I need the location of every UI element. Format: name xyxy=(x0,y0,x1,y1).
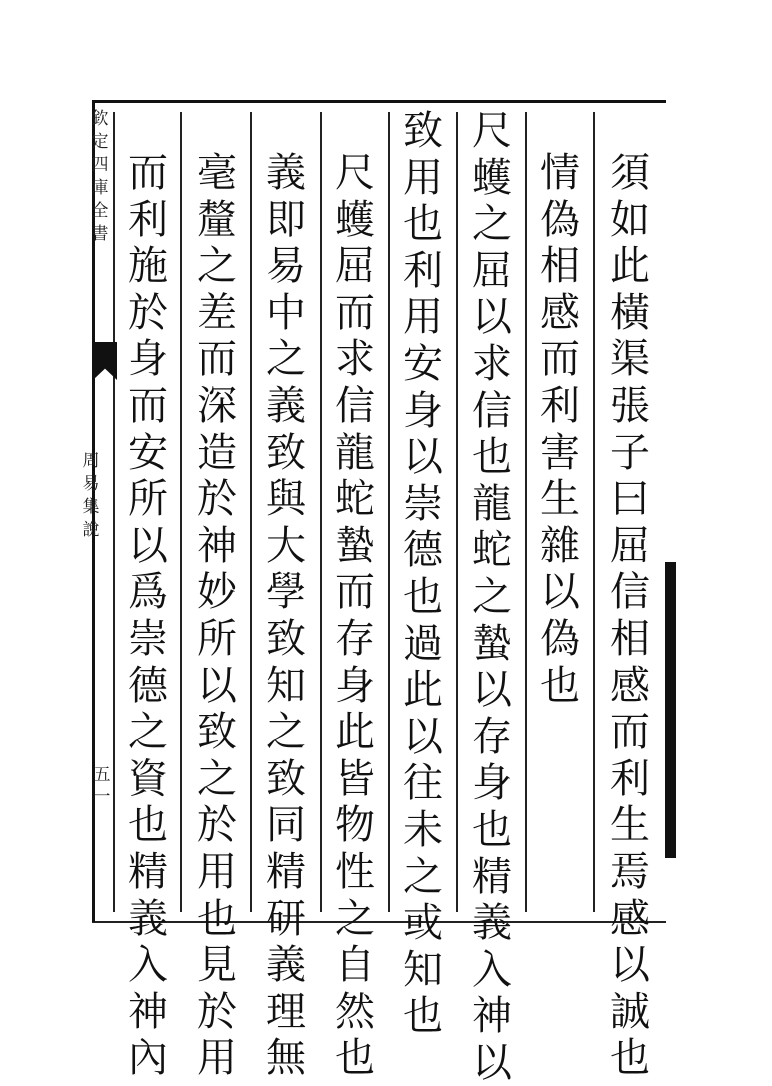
glyph: 屈 xyxy=(610,522,650,569)
text-column-7 xyxy=(195,150,239,1082)
glyph: 也 xyxy=(197,895,237,942)
glyph: 害 xyxy=(540,429,580,476)
glyph: 而 xyxy=(335,289,375,336)
frame-right-bar xyxy=(665,562,676,858)
glyph: 感 xyxy=(610,662,650,709)
glyph: 蠖 xyxy=(472,154,512,201)
glyph: 學 xyxy=(266,569,306,616)
text-column-2 xyxy=(538,150,582,709)
glyph: 過 xyxy=(403,620,443,667)
glyph: 相 xyxy=(540,243,580,290)
glyph: 之 xyxy=(335,895,375,942)
glyph: 之 xyxy=(403,853,443,900)
text-column-6 xyxy=(264,150,308,1082)
glyph: 內 xyxy=(128,1035,168,1082)
glyph: 崇 xyxy=(403,480,443,527)
glyph: 蠖 xyxy=(335,196,375,243)
column-rule xyxy=(456,112,458,912)
fishtail-mark xyxy=(93,342,117,380)
glyph: 說 xyxy=(82,520,100,540)
glyph: 此 xyxy=(610,243,650,290)
glyph: 神 xyxy=(128,988,168,1035)
glyph: 以 xyxy=(472,667,512,714)
glyph: 於 xyxy=(197,476,237,523)
glyph: 橫 xyxy=(610,289,650,336)
glyph: 同 xyxy=(266,802,306,849)
glyph: 所 xyxy=(128,476,168,523)
glyph: 生 xyxy=(540,476,580,523)
glyph: 精 xyxy=(128,848,168,895)
glyph: 偽 xyxy=(540,196,580,243)
glyph: 感 xyxy=(540,289,580,336)
glyph: 義 xyxy=(128,895,168,942)
glyph: 求 xyxy=(335,336,375,383)
glyph: 屈 xyxy=(472,247,512,294)
glyph: 入 xyxy=(128,942,168,989)
glyph: 信 xyxy=(610,569,650,616)
glyph: 以 xyxy=(403,434,443,481)
glyph: 渠 xyxy=(610,336,650,383)
glyph: 誠 xyxy=(610,988,650,1035)
column-rule xyxy=(593,112,595,912)
glyph: 身 xyxy=(472,760,512,807)
column-rule xyxy=(180,112,182,912)
glyph: 四 xyxy=(91,155,109,175)
glyph: 崇 xyxy=(128,615,168,662)
glyph: 生 xyxy=(610,802,650,849)
glyph: 然 xyxy=(335,988,375,1035)
glyph: 之 xyxy=(197,243,237,290)
glyph: 也 xyxy=(335,1035,375,1082)
glyph: 入 xyxy=(472,946,512,993)
glyph: 無 xyxy=(266,1035,306,1082)
frame-top-border xyxy=(92,100,666,103)
glyph: 全 xyxy=(91,201,109,221)
glyph: 以 xyxy=(472,294,512,341)
glyph: 之 xyxy=(472,573,512,620)
glyph: 也 xyxy=(472,434,512,481)
glyph: 深 xyxy=(197,382,237,429)
glyph: 神 xyxy=(197,522,237,569)
glyph: 安 xyxy=(128,429,168,476)
column-rule xyxy=(525,112,527,912)
glyph: 雜 xyxy=(540,522,580,569)
glyph: 一 xyxy=(93,787,111,807)
glyph: 屈 xyxy=(335,243,375,290)
glyph: 釐 xyxy=(197,196,237,243)
text-column-5 xyxy=(333,150,377,1082)
glyph: 所 xyxy=(197,615,237,662)
glyph: 之 xyxy=(472,201,512,248)
glyph: 致 xyxy=(266,615,306,662)
glyph: 蟄 xyxy=(335,522,375,569)
glyph: 蟄 xyxy=(472,620,512,667)
glyph: 德 xyxy=(128,662,168,709)
glyph: 而 xyxy=(128,150,168,196)
glyph: 而 xyxy=(610,709,650,756)
glyph: 見 xyxy=(197,942,237,989)
glyph: 定 xyxy=(91,132,109,152)
glyph: 以 xyxy=(128,522,168,569)
glyph: 信 xyxy=(335,382,375,429)
text-column-4 xyxy=(401,108,445,1040)
glyph: 也 xyxy=(403,993,443,1040)
glyph: 利 xyxy=(540,382,580,429)
glyph: 集 xyxy=(82,497,100,517)
glyph: 致 xyxy=(403,108,443,154)
glyph: 於 xyxy=(128,289,168,336)
glyph: 尺 xyxy=(472,108,512,154)
glyph: 精 xyxy=(266,848,306,895)
glyph: 須 xyxy=(610,150,650,196)
glyph: 即 xyxy=(266,196,306,243)
glyph: 未 xyxy=(403,806,443,853)
margin-book-title xyxy=(80,450,102,542)
glyph: 子 xyxy=(610,429,650,476)
glyph: 相 xyxy=(610,615,650,662)
glyph: 毫 xyxy=(197,150,237,196)
glyph: 求 xyxy=(472,340,512,387)
glyph: 也 xyxy=(128,802,168,849)
glyph: 爲 xyxy=(128,569,168,616)
glyph: 義 xyxy=(266,150,306,196)
column-rule xyxy=(388,112,390,912)
glyph: 易 xyxy=(266,243,306,290)
glyph: 情 xyxy=(540,150,580,196)
glyph: 造 xyxy=(197,429,237,476)
glyph: 利 xyxy=(128,196,168,243)
glyph: 也 xyxy=(472,806,512,853)
glyph: 利 xyxy=(403,247,443,294)
glyph: 而 xyxy=(335,569,375,616)
glyph: 身 xyxy=(403,387,443,434)
glyph: 致 xyxy=(266,429,306,476)
glyph: 義 xyxy=(266,942,306,989)
column-rule xyxy=(320,112,322,912)
glyph: 致 xyxy=(266,755,306,802)
glyph: 焉 xyxy=(610,848,650,895)
text-column-1 xyxy=(608,150,652,1082)
glyph: 用 xyxy=(403,294,443,341)
glyph: 大 xyxy=(266,522,306,569)
glyph: 以 xyxy=(472,1039,512,1086)
glyph: 之 xyxy=(266,336,306,383)
glyph: 也 xyxy=(540,662,580,709)
glyph: 利 xyxy=(610,755,650,802)
glyph: 庫 xyxy=(91,178,109,198)
glyph: 而 xyxy=(128,382,168,429)
glyph: 義 xyxy=(472,900,512,947)
glyph: 也 xyxy=(610,1035,650,1082)
glyph: 資 xyxy=(128,755,168,802)
glyph: 致 xyxy=(197,709,237,756)
glyph: 而 xyxy=(197,336,237,383)
glyph: 精 xyxy=(472,853,512,900)
glyph: 而 xyxy=(540,336,580,383)
glyph: 德 xyxy=(403,527,443,574)
glyph: 知 xyxy=(403,946,443,993)
glyph: 欽 xyxy=(91,109,109,129)
glyph: 蛇 xyxy=(335,476,375,523)
glyph: 物 xyxy=(335,802,375,849)
glyph: 存 xyxy=(472,713,512,760)
glyph: 蛇 xyxy=(472,527,512,574)
glyph: 也 xyxy=(403,573,443,620)
glyph: 易 xyxy=(82,474,100,494)
glyph: 以 xyxy=(610,942,650,989)
margin-top-title xyxy=(90,108,110,246)
glyph: 之 xyxy=(266,709,306,756)
glyph: 存 xyxy=(335,615,375,662)
glyph: 龍 xyxy=(335,429,375,476)
text-column-8 xyxy=(126,150,170,1082)
glyph: 於 xyxy=(197,802,237,849)
glyph: 研 xyxy=(266,895,306,942)
glyph: 信 xyxy=(472,387,512,434)
glyph: 曰 xyxy=(610,476,650,523)
glyph: 用 xyxy=(197,1035,237,1082)
glyph: 周 xyxy=(82,451,100,471)
column-rule xyxy=(113,112,115,912)
glyph: 此 xyxy=(335,709,375,756)
glyph: 安 xyxy=(403,340,443,387)
glyph: 自 xyxy=(335,942,375,989)
glyph: 五 xyxy=(93,765,111,785)
glyph: 神 xyxy=(472,993,512,1040)
glyph: 中 xyxy=(266,289,306,336)
glyph: 用 xyxy=(403,154,443,201)
text-column-3 xyxy=(470,108,514,1086)
glyph: 書 xyxy=(91,224,109,244)
glyph: 偽 xyxy=(540,615,580,662)
glyph: 龍 xyxy=(472,480,512,527)
glyph: 理 xyxy=(266,988,306,1035)
glyph: 與 xyxy=(266,476,306,523)
glyph: 以 xyxy=(540,569,580,616)
glyph: 義 xyxy=(266,382,306,429)
glyph: 身 xyxy=(128,336,168,383)
glyph: 皆 xyxy=(335,755,375,802)
glyph: 之 xyxy=(197,755,237,802)
glyph: 或 xyxy=(403,900,443,947)
glyph: 施 xyxy=(128,243,168,290)
glyph: 於 xyxy=(197,988,237,1035)
glyph: 知 xyxy=(266,662,306,709)
glyph: 感 xyxy=(610,895,650,942)
frame-bottom-border xyxy=(92,921,666,923)
glyph: 差 xyxy=(197,289,237,336)
column-rule xyxy=(250,112,252,912)
glyph: 張 xyxy=(610,382,650,429)
glyph: 也 xyxy=(403,201,443,248)
glyph: 身 xyxy=(335,662,375,709)
glyph: 之 xyxy=(128,709,168,756)
glyph: 性 xyxy=(335,848,375,895)
margin-page-number xyxy=(91,764,113,808)
glyph: 以 xyxy=(197,662,237,709)
glyph: 此 xyxy=(403,667,443,714)
glyph: 尺 xyxy=(335,150,375,196)
glyph: 如 xyxy=(610,196,650,243)
glyph: 往 xyxy=(403,760,443,807)
glyph: 用 xyxy=(197,848,237,895)
glyph: 以 xyxy=(403,713,443,760)
glyph: 妙 xyxy=(197,569,237,616)
